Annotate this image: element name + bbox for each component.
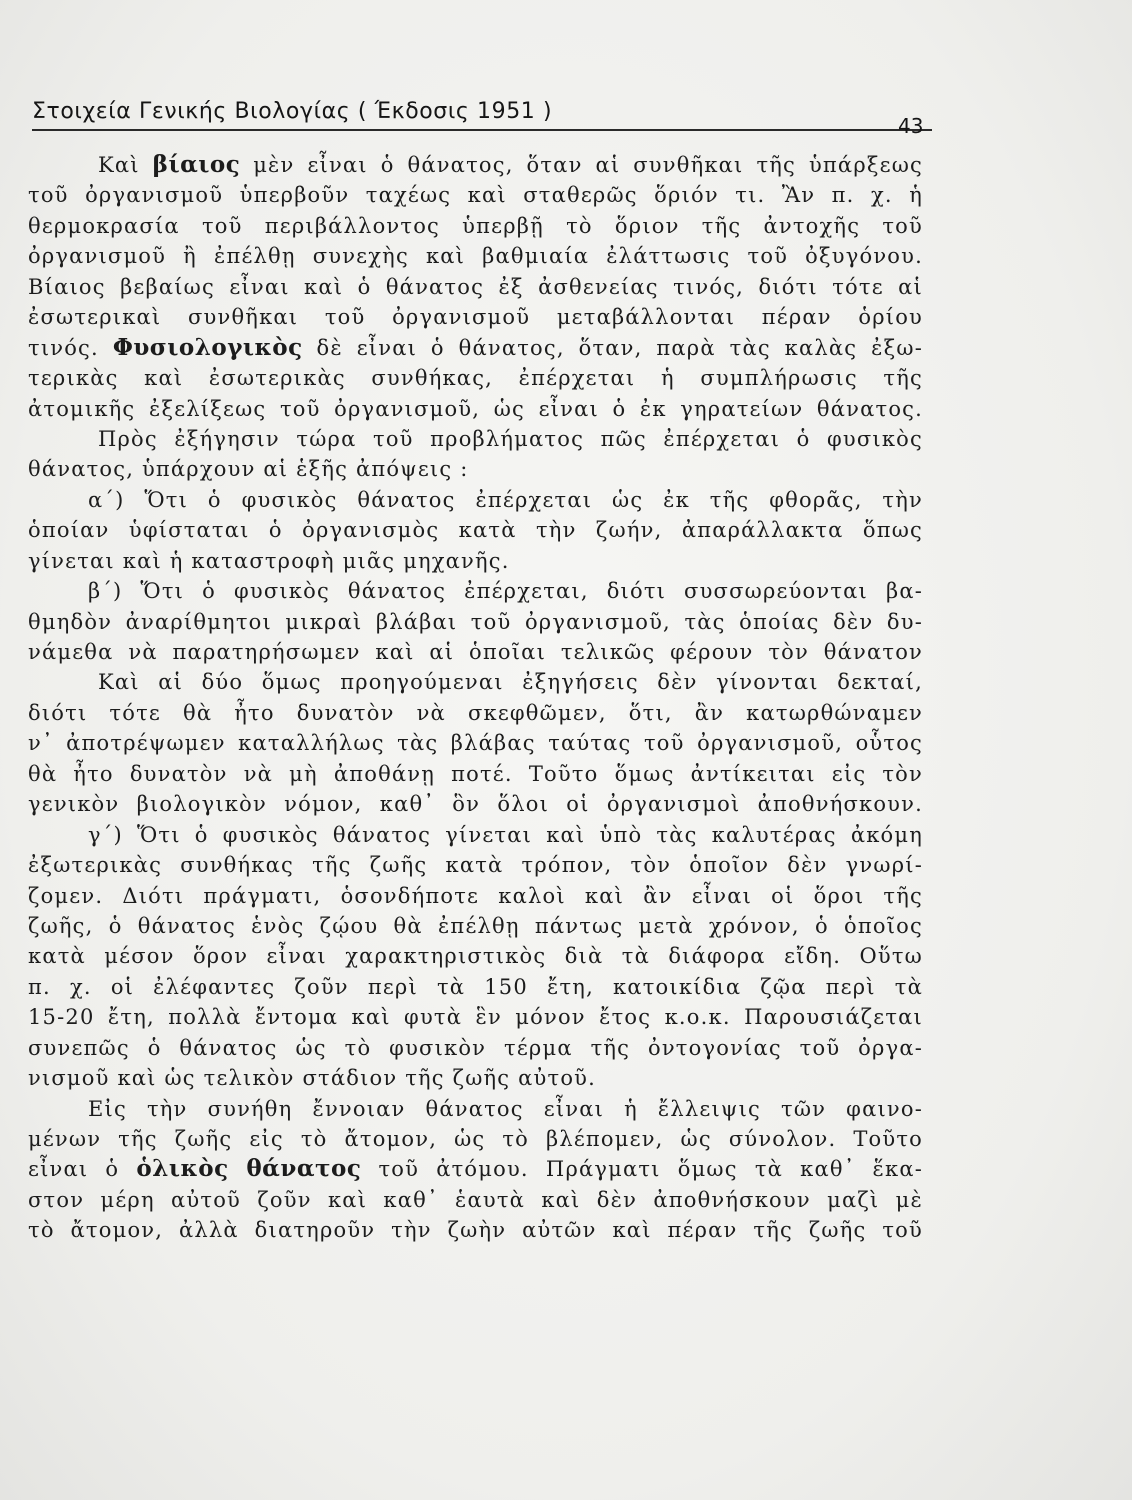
- text-line: ἀτομικῆς ἐξελίξεως τοῦ ὀργανισμοῦ, ὡς εἶναι ὁ ἐκ γηρατείων θάνατος.: [28, 396, 923, 421]
- text-line: ζωῆς, ὁ θάνατος ἑνὸς ζῴου θὰ ἐπέλθῃ πάντως μετὰ χρόνον, ὁ ὁποῖος: [28, 913, 923, 938]
- text-line: Εἰς τὴν συνήθη ἔννοιαν θάνατος εἶναι ἡ ἔλλειψις τῶν φαινο-: [88, 1096, 923, 1121]
- text-line: α΄) Ὅτι ὁ φυσικὸς θάνατος ἐπέρχεται ὡς ἐκ τῆς φθορᾶς, τὴν: [88, 487, 923, 512]
- text-line: ζομεν. Διότι πράγματι, ὁσονδήποτε καλοὶ καὶ ἂν εἶναι οἱ ὅροι τῆς: [28, 883, 923, 908]
- text-line: ὀργανισμοῦ ἢ ἐπέλθῃ συνεχὴς καὶ βαθμιαία ἐλάττωσις τοῦ ὀξυγόνου.: [28, 244, 923, 269]
- text-line: Καὶ αἱ δύο ὅμως προηγούμεναι ἐξηγήσεις δὲν γίνονται δεκταί,: [98, 670, 923, 695]
- bold-term: ὁλικὸς θάνατος: [136, 1155, 362, 1183]
- text-line: νισμοῦ καὶ ὡς τελικὸν στάδιον τῆς ζωῆς αὐτοῦ.: [28, 1066, 596, 1091]
- text-line: ν᾽ ἀποτρέψωμεν καταλλήλως τὰς βλάβας ταύτας τοῦ ὀργανισμοῦ, οὗτος: [28, 731, 923, 756]
- page-number: 43: [898, 114, 924, 138]
- text-line: γίνεται καὶ ἡ καταστροφὴ μιᾶς μηχανῆς.: [28, 548, 510, 573]
- text-line: διότι τότε θὰ ἦτο δυνατὸν νὰ σκεφθῶμεν, ὅτι, ἂν κατωρθώναμεν: [28, 700, 923, 725]
- text-line: συνεπῶς ὁ θάνατος ὡς τὸ φυσικὸν τέρμα τῆς ὀντογονίας τοῦ ὀργα-: [28, 1035, 923, 1060]
- text-line: θμηδὸν ἀναρίθμητοι μικραὶ βλάβαι τοῦ ὀργανισμοῦ, τὰς ὁποίας δὲν δυ-: [28, 609, 923, 634]
- text-line: τινός. Φυσιολογικὸς δὲ εἶναι ὁ θάνατος, ὅταν, παρὰ τὰς καλὰς ἐξω-: [28, 333, 923, 361]
- text-line: ἐξωτερικὰς συνθήκας τῆς ζωῆς κατὰ τρόπον, τὸν ὁποῖον δὲν γνωρί-: [28, 853, 923, 878]
- text-line: Βίαιος βεβαίως εἶναι καὶ ὁ θάνατος ἐξ ἀσθενείας τινός, διότι τότε αἱ: [28, 274, 923, 299]
- text-line: νάμεθα νὰ παρατηρήσωμεν καὶ αἱ ὁποῖαι τελικῶς φέρουν τὸν θάνατον: [28, 640, 923, 664]
- text-line: ὁποίαν ὑφίσταται ὁ ὀργανισμὸς κατὰ τὴν ζωήν, ἀπαράλλακτα ὅπως: [28, 518, 923, 543]
- body-text: [28, 150, 923, 1246]
- text-line: τὸ ἄτομον, ἀλλὰ διατηροῦν τὴν ζωὴν αὐτῶν καὶ πέραν τῆς ζωῆς τοῦ: [28, 1218, 923, 1243]
- text-line: τερικὰς καὶ ἐσωτερικὰς συνθήκας, ἐπέρχεται ἡ συμπλήρωσις τῆς: [28, 366, 923, 391]
- running-header: [28, 95, 928, 129]
- text-line: π. χ. οἱ ἐλέφαντες ζοῦν περὶ τὰ 150 ἔτη, κατοικίδια ζῷα περὶ τὰ: [28, 974, 923, 999]
- header-title: Στοιχεία Γενικής Βιολογίας ( Έκδοσις 1951 ): [32, 99, 553, 124]
- text-line: εἶναι ὁ ὁλικὸς θάνατος τοῦ ἀτόμου. Πράγματι ὅμως τὰ καθ᾽ ἕκα-: [28, 1155, 923, 1183]
- text-line: κατὰ μέσον ὅρον εἶναι χαρακτηριστικὸς διὰ τὰ διάφορα εἴδη. Οὕτω: [28, 944, 923, 969]
- text-line: β΄) Ὅτι ὁ φυσικὸς θάνατος ἐπέρχεται, διότι συσσωρεύονται βα-: [88, 579, 923, 604]
- text-line: τοῦ ὀργανισμοῦ ὑπερβοῦν ταχέως καὶ σταθερῶς ὅριόν τι. Ἂν π. χ. ἡ: [28, 183, 923, 208]
- bold-term: Φυσιολογικὸς: [112, 333, 303, 361]
- text-line: γενικὸν βιολογικὸν νόμον, καθ᾽ ὃν ὅλοι οἱ ὀργανισμοὶ ἀποθνήσκουν.: [28, 792, 923, 817]
- text-line: θὰ ἦτο δυνατὸν νὰ μὴ ἀποθάνῃ ποτέ. Τοῦτο ὅμως ἀντίκειται εἰς τὸν: [28, 761, 923, 786]
- text-line: Πρὸς ἐξήγησιν τώρα τοῦ προβλήματος πῶς ἐπέρχεται ὁ φυσικὸς: [98, 426, 923, 451]
- bold-term: βίαιος: [152, 151, 241, 178]
- text-line: θάνατος, ὑπάρχουν αἱ ἑξῆς ἀπόψεις :: [28, 457, 469, 482]
- header-rule: [32, 129, 932, 131]
- text-line: θερμοκρασία τοῦ περιβάλλοντος ὑπερβῇ τὸ ὅριον τῆς ἀντοχῆς τοῦ: [28, 213, 923, 238]
- text-line: γ΄) Ὅτι ὁ φυσικὸς θάνατος γίνεται καὶ ὑπὸ τὰς καλυτέρας ἀκόμη: [88, 822, 923, 847]
- text-line: μένων τῆς ζωῆς εἰς τὸ ἄτομον, ὡς τὸ βλέπομεν, ὡς σύνολον. Τοῦτο: [28, 1127, 923, 1151]
- text-line: στον μέρη αὐτοῦ ζοῦν καὶ καθ᾽ ἑαυτὰ καὶ δὲν ἀποθνήσκουν μαζὶ μὲ: [28, 1187, 923, 1212]
- text-line: ἐσωτερικαὶ συνθῆκαι τοῦ ὀργανισμοῦ μεταβάλλονται πέραν ὁρίου: [28, 305, 923, 330]
- text-line: Καὶ βίαιος μὲν εἶναι ὁ θάνατος, ὅταν αἱ συνθῆκαι τῆς ὑπάρξεως: [98, 151, 923, 178]
- text-line: 15-20 ἔτη, πολλὰ ἔντομα καὶ φυτὰ ἓν μόνον ἔτος κ.ο.κ. Παρουσιάζεται: [28, 1005, 923, 1030]
